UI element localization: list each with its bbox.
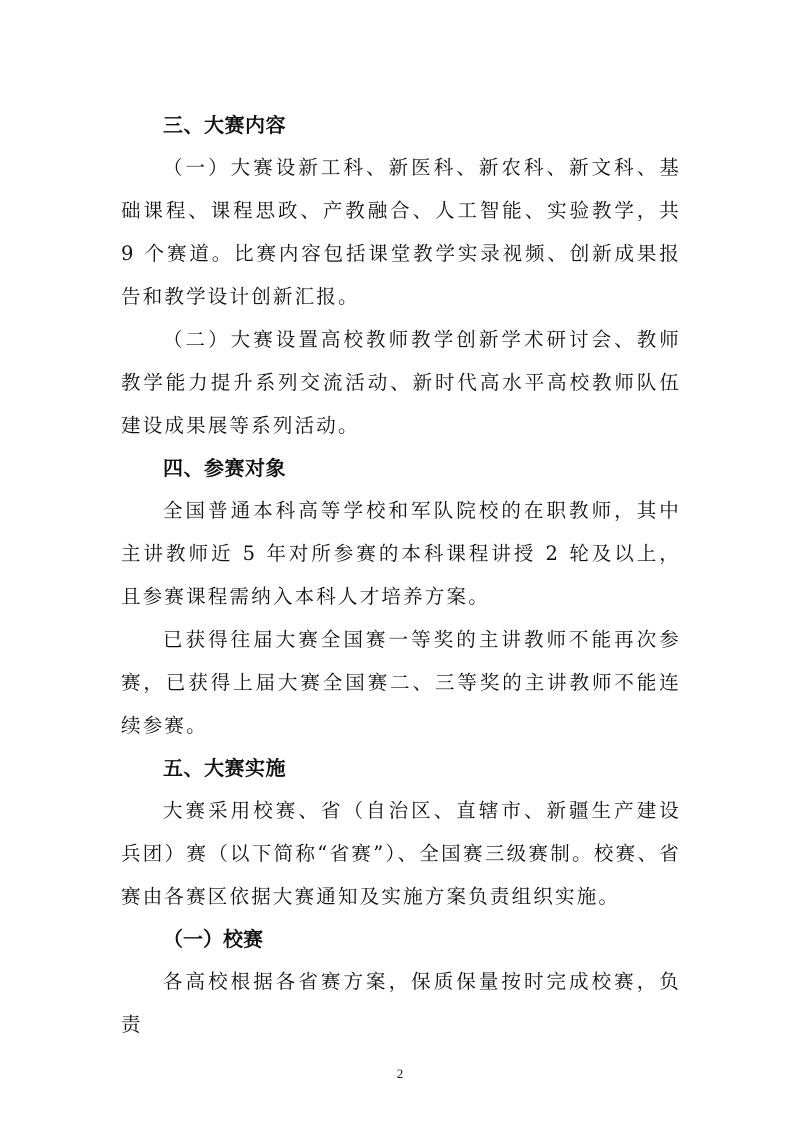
paragraph-competition-system: 大赛采用校赛、省（自治区、直辖市、新疆生产建设兵团）赛（以下简称“省赛”）、全国赛三级赛制。校赛、省赛由各赛区依据大赛通知及实施方案负责组织实施。: [121, 799, 681, 908]
paragraph-school-round: 各高校根据各省赛方案，保质保量按时完成校赛，负责: [121, 970, 681, 1036]
paragraph-tracks: （一）大赛设新工科、新医科、新农科、新文科、基础课程、课程思政、产教融合、人工智能、实验教学，共 9 个赛道。比赛内容包括课堂教学实录视频、创新成果报告和教学设计创新汇报。: [121, 156, 681, 308]
paragraph-eligibility: 全国普通本科高等学校和军队院校的在职教师，其中主讲教师近 5 年对所参赛的本科课程讲授 2 轮及以上，且参赛课程需纳入本科人才培养方案。: [121, 499, 681, 608]
page-number: 2: [396, 1066, 404, 1081]
subheading-school-round: （一）校赛: [163, 927, 263, 951]
section-heading-participants: 四、参赛对象: [163, 456, 286, 480]
page-content: [121, 104, 681, 1046]
section-heading-content: 三、大赛内容: [163, 113, 286, 137]
section-heading-implementation: 五、大赛实施: [163, 756, 286, 780]
paragraph-restrictions: 已获得往届大赛全国赛一等奖的主讲教师不能再次参赛，已获得上届大赛全国赛二、三等奖的主讲教师不能连续参赛。: [121, 628, 681, 737]
paragraph-activities: （二）大赛设置高校教师教学创新学术研讨会、教师教学能力提升系列交流活动、新时代高水平高校教师队伍建设成果展等系列活动。: [121, 328, 681, 437]
